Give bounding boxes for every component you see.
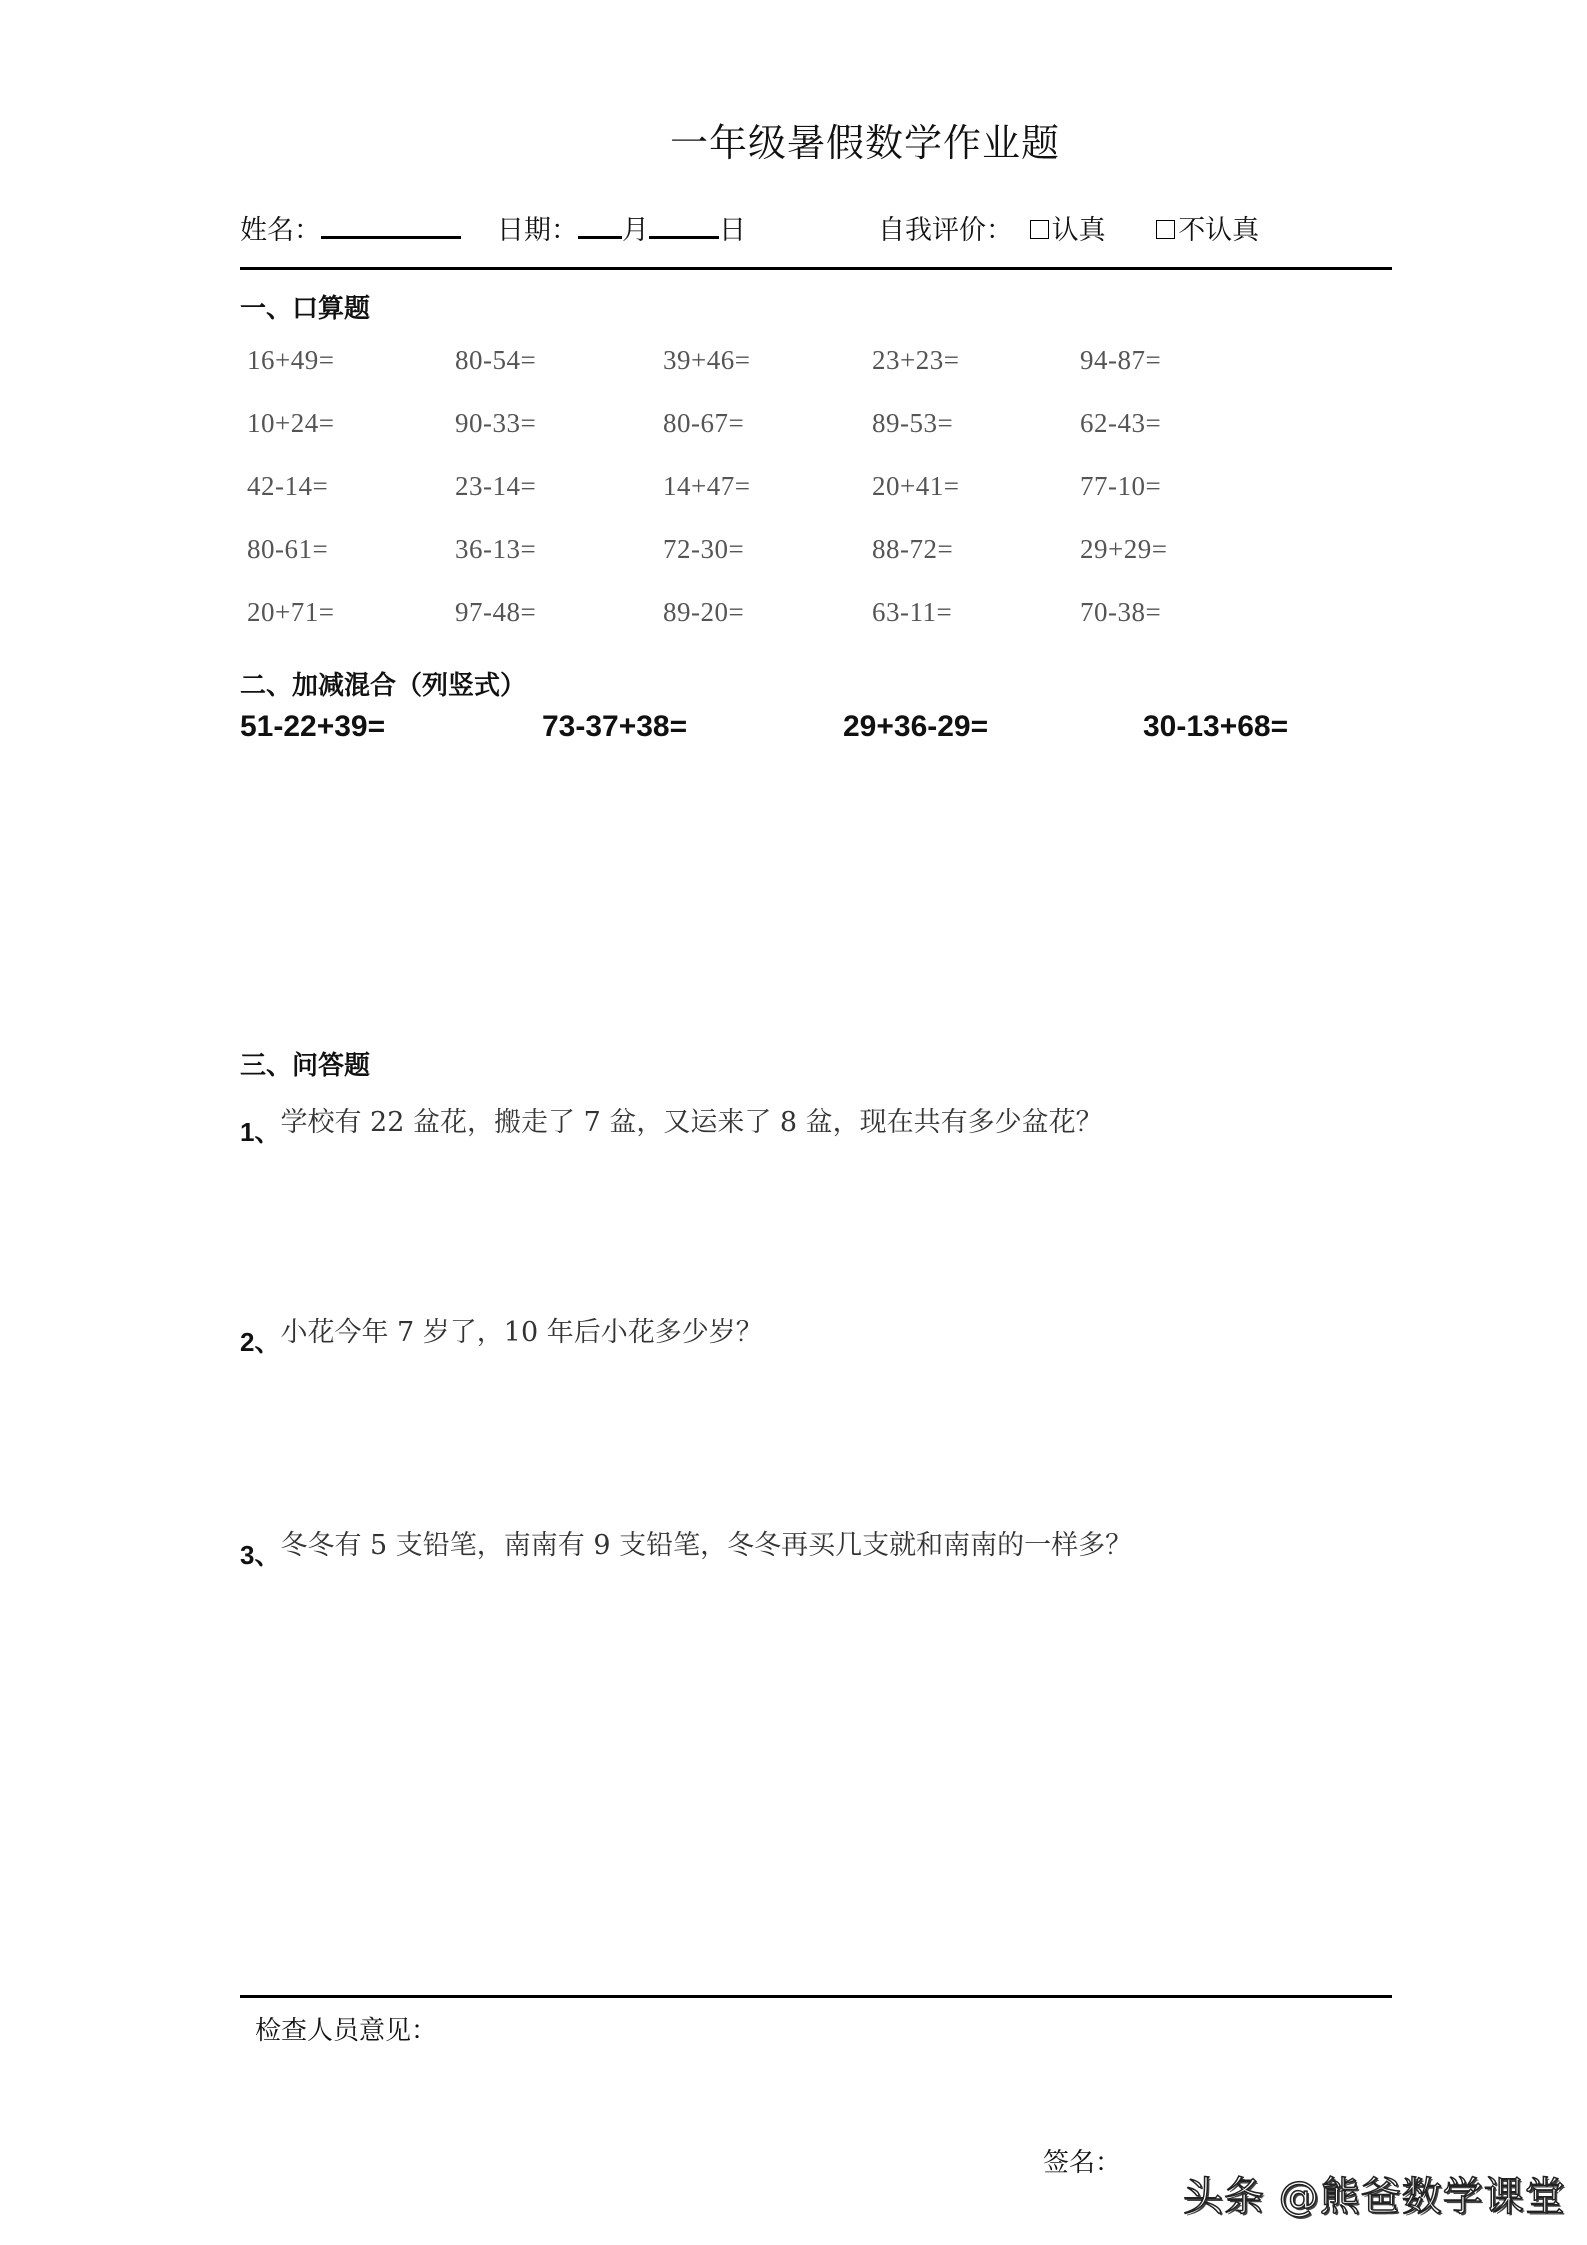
calc-item: 36-13= [455,534,537,564]
document-title: 一年级暑假数学作业题 [669,121,1060,165]
calc-item: 42-14= [247,471,329,501]
option-not-serious[interactable] [1156,215,1259,246]
question-number: 2、 [240,1327,281,1357]
option-serious[interactable] [1030,215,1106,246]
section2-title: 二、加减混合（列竖式） [240,671,527,701]
question-text: 学校有 22 盆花，搬走了 7 盆，又运来了 8 盆，现在共有多少盆花？ [280,1107,1103,1138]
month-label: 月 [622,215,649,246]
calc-item: 80-54= [455,345,537,375]
mixed-item: 29+36-29= [843,710,989,743]
name-label: 姓名： [240,215,321,246]
question-3 [240,1523,1133,1570]
question-text: 小花今年 7 岁了，10 年后小花多少岁？ [280,1317,763,1348]
checkbox-icon[interactable] [1156,220,1175,239]
calc-item: 14+47= [663,471,751,501]
calc-item: 20+41= [872,471,960,501]
calc-item: 70-38= [1080,597,1162,627]
calc-item: 97-48= [455,597,537,627]
self-evaluation [878,208,1259,247]
calc-item: 94-87= [1080,345,1162,375]
option-serious-label: 认真 [1051,215,1106,246]
calc-item: 16+49= [247,345,335,375]
reviewer-comment-label: 检查人员意见： [255,2016,438,2046]
calc-item: 90-33= [455,408,537,438]
question-number: 3、 [240,1540,281,1570]
calc-item: 80-67= [663,408,745,438]
question-text: 冬冬有 5 支铅笔，南南有 9 支铅笔，冬冬再买几支就和南南的一样多？ [280,1530,1133,1561]
self-eval-label: 自我评价： [878,215,1013,246]
date-label: 日期： [497,215,578,246]
section1-title: 一、口算题 [240,294,371,324]
option-not-serious-label: 不认真 [1178,215,1260,246]
header-divider [240,267,1392,270]
question-2 [240,1310,763,1357]
watermark: 头条 @熊爸数学课堂 [1183,2174,1566,2220]
calc-item: 23-14= [455,471,537,501]
day-label: 日 [719,215,746,246]
calc-item: 80-61= [247,534,329,564]
footer-divider [240,1995,1392,1998]
mixed-item: 30-13+68= [1143,710,1289,743]
section3-title: 三、问答题 [240,1051,371,1081]
day-blank[interactable] [649,210,719,239]
calc-item: 29+29= [1080,534,1168,564]
name-field [240,208,461,247]
question-number: 1、 [240,1117,281,1147]
calc-item: 62-43= [1080,408,1162,438]
checkbox-icon[interactable] [1030,220,1049,239]
calc-item: 77-10= [1080,471,1162,501]
question-1 [240,1100,1103,1147]
mixed-item: 73-37+38= [542,710,688,743]
signature-label: 签名： [1043,2148,1122,2178]
calc-item: 89-53= [872,408,954,438]
month-blank[interactable] [578,210,622,239]
calc-item: 88-72= [872,534,954,564]
calc-item: 10+24= [247,408,335,438]
calc-item: 89-20= [663,597,745,627]
calc-item: 20+71= [247,597,335,627]
calc-item: 23+23= [872,345,960,375]
calc-item: 63-11= [872,597,953,627]
calc-item: 39+46= [663,345,751,375]
date-field [497,208,746,247]
mixed-item: 51-22+39= [240,710,386,743]
calc-item: 72-30= [663,534,745,564]
name-blank[interactable] [321,210,461,239]
